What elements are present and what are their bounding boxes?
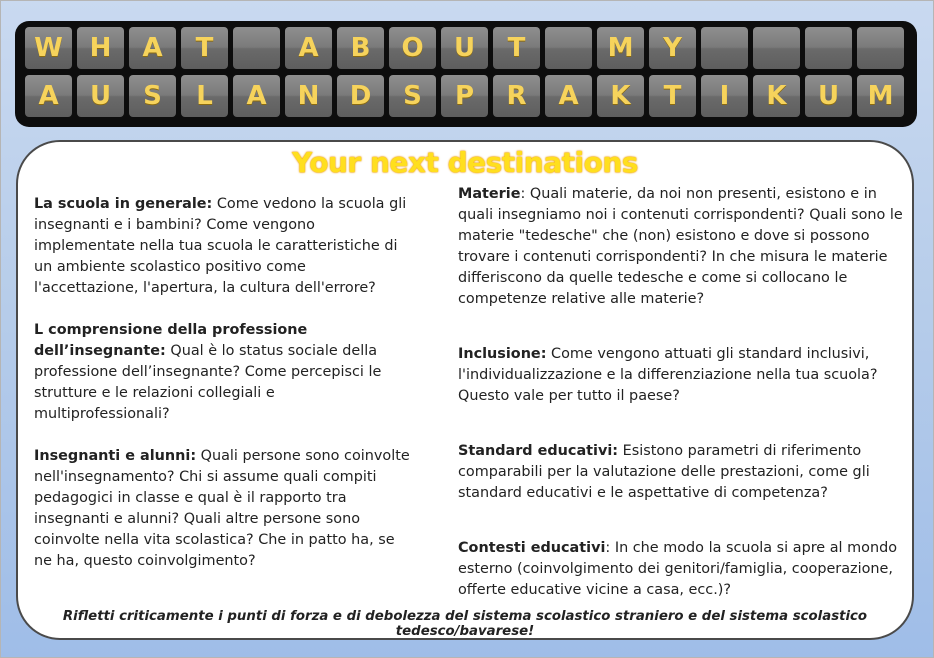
content-card xyxy=(16,140,914,640)
paragraph-text: Come vedono la scuola gli insegnanti e i bambini? Come vengono implementate nella tua scuola le caratteristiche di un ambiente scolastico positivo come l'accettazione, l'apertura, la cultura dell'errore? xyxy=(34,196,407,296)
letter-tile: K xyxy=(597,75,644,117)
letter-tile xyxy=(753,27,800,69)
letter-tile xyxy=(233,27,280,69)
letter-tile: O xyxy=(389,27,436,69)
letter-tile: U xyxy=(441,27,488,69)
paragraph-scuola xyxy=(34,194,414,299)
letter-tile: S xyxy=(389,75,436,117)
letter-tile: N xyxy=(285,75,332,117)
paragraph-standard-educativi xyxy=(458,441,908,504)
paragraph-text: Quali persone sono coinvolte nell'insegnamento? Chi si assume quali compiti pedagogici in classe e qual è il rapporto tra insegnanti e alunni? Quali altre persone sono coinvolte nella vita scolastica? Che in patto ha, se ne ha, questo coinvolgimento? xyxy=(34,448,410,569)
card-title: Your next destinations xyxy=(292,146,638,179)
paragraph-materie xyxy=(458,184,908,310)
letter-tile: B xyxy=(337,27,384,69)
letter-tile: U xyxy=(805,75,852,117)
letter-tile: A xyxy=(285,27,332,69)
paragraph-inclusione xyxy=(458,344,908,407)
paragraph-contesti-educativi xyxy=(458,538,908,601)
letter-tile: L xyxy=(181,75,228,117)
footer-note: Rifletti criticamente i punti di forza e di debolezza del sistema scolastico straniero e del sistema scolastico tedesco/bavarese! xyxy=(62,609,868,639)
letter-tile xyxy=(701,27,748,69)
paragraph-insegnanti-alunni xyxy=(34,446,414,572)
banner-row-2 xyxy=(25,75,904,117)
letter-board-banner xyxy=(15,21,917,127)
paragraph-professione xyxy=(34,320,414,425)
paragraph-heading: Inclusione: xyxy=(458,346,547,362)
letter-tile: A xyxy=(233,75,280,117)
letter-tile: T xyxy=(649,75,696,117)
paragraph-heading: Contesti educativi xyxy=(458,540,606,556)
paragraph-text: Esistono parametri di riferimento comparabili per la valutazione delle prestazioni, come gli standard educativi e le aspettative di competenza? xyxy=(458,443,870,501)
letter-tile: A xyxy=(129,27,176,69)
paragraph-text: Come vengono attuati gli standard inclusivi, l'individualizzazione e la differenziazione nella tua scuola? Questo vale per tutto il paese? xyxy=(458,346,878,404)
letter-tile: M xyxy=(857,75,904,117)
paragraph-text: Qual è lo status sociale della professione dell’insegnante? Come percepisci le strutture e le relazioni collegiali e multiprofessionali? xyxy=(34,343,382,422)
paragraph-text: : Quali materie, da noi non presenti, esistono e in quali insegniamo noi i contenuti corrispondenti? Quali sono le materie "tedesche" che (non) esistono e dove si possono trovare i contenuti corrispondenti? In che misura le materie differiscono da quelle tedesche e come si collocano le competenze relative alle materie? xyxy=(458,186,903,307)
letter-tile: H xyxy=(77,27,124,69)
letter-tile: R xyxy=(493,75,540,117)
letter-tile: P xyxy=(441,75,488,117)
letter-tile xyxy=(805,27,852,69)
letter-tile: Y xyxy=(649,27,696,69)
letter-tile: T xyxy=(181,27,228,69)
paragraph-heading: Materie xyxy=(458,186,521,202)
letter-tile: I xyxy=(701,75,748,117)
letter-tile xyxy=(545,27,592,69)
paragraph-heading: La scuola in generale: xyxy=(34,196,213,212)
letter-tile: T xyxy=(493,27,540,69)
letter-tile: W xyxy=(25,27,72,69)
letter-tile: A xyxy=(545,75,592,117)
letter-tile: D xyxy=(337,75,384,117)
paragraph-heading: Standard educativi: xyxy=(458,443,619,459)
paragraph-heading: Insegnanti e alunni: xyxy=(34,448,197,464)
letter-tile xyxy=(857,27,904,69)
left-column xyxy=(34,194,414,572)
letter-tile: K xyxy=(753,75,800,117)
paragraph-text: : In che modo la scuola si apre al mondo esterno (coinvolgimento dei genitori/famiglia, cooperazione, offerte educative vicine a casa, ecc.)? xyxy=(458,540,898,598)
paragraph-heading: L comprensione della professione dell’insegnante: xyxy=(34,322,308,359)
letter-tile: U xyxy=(77,75,124,117)
banner-row-1 xyxy=(25,27,904,69)
letter-tile: A xyxy=(25,75,72,117)
letter-tile: M xyxy=(597,27,644,69)
letter-tile: S xyxy=(129,75,176,117)
right-column xyxy=(458,184,908,601)
